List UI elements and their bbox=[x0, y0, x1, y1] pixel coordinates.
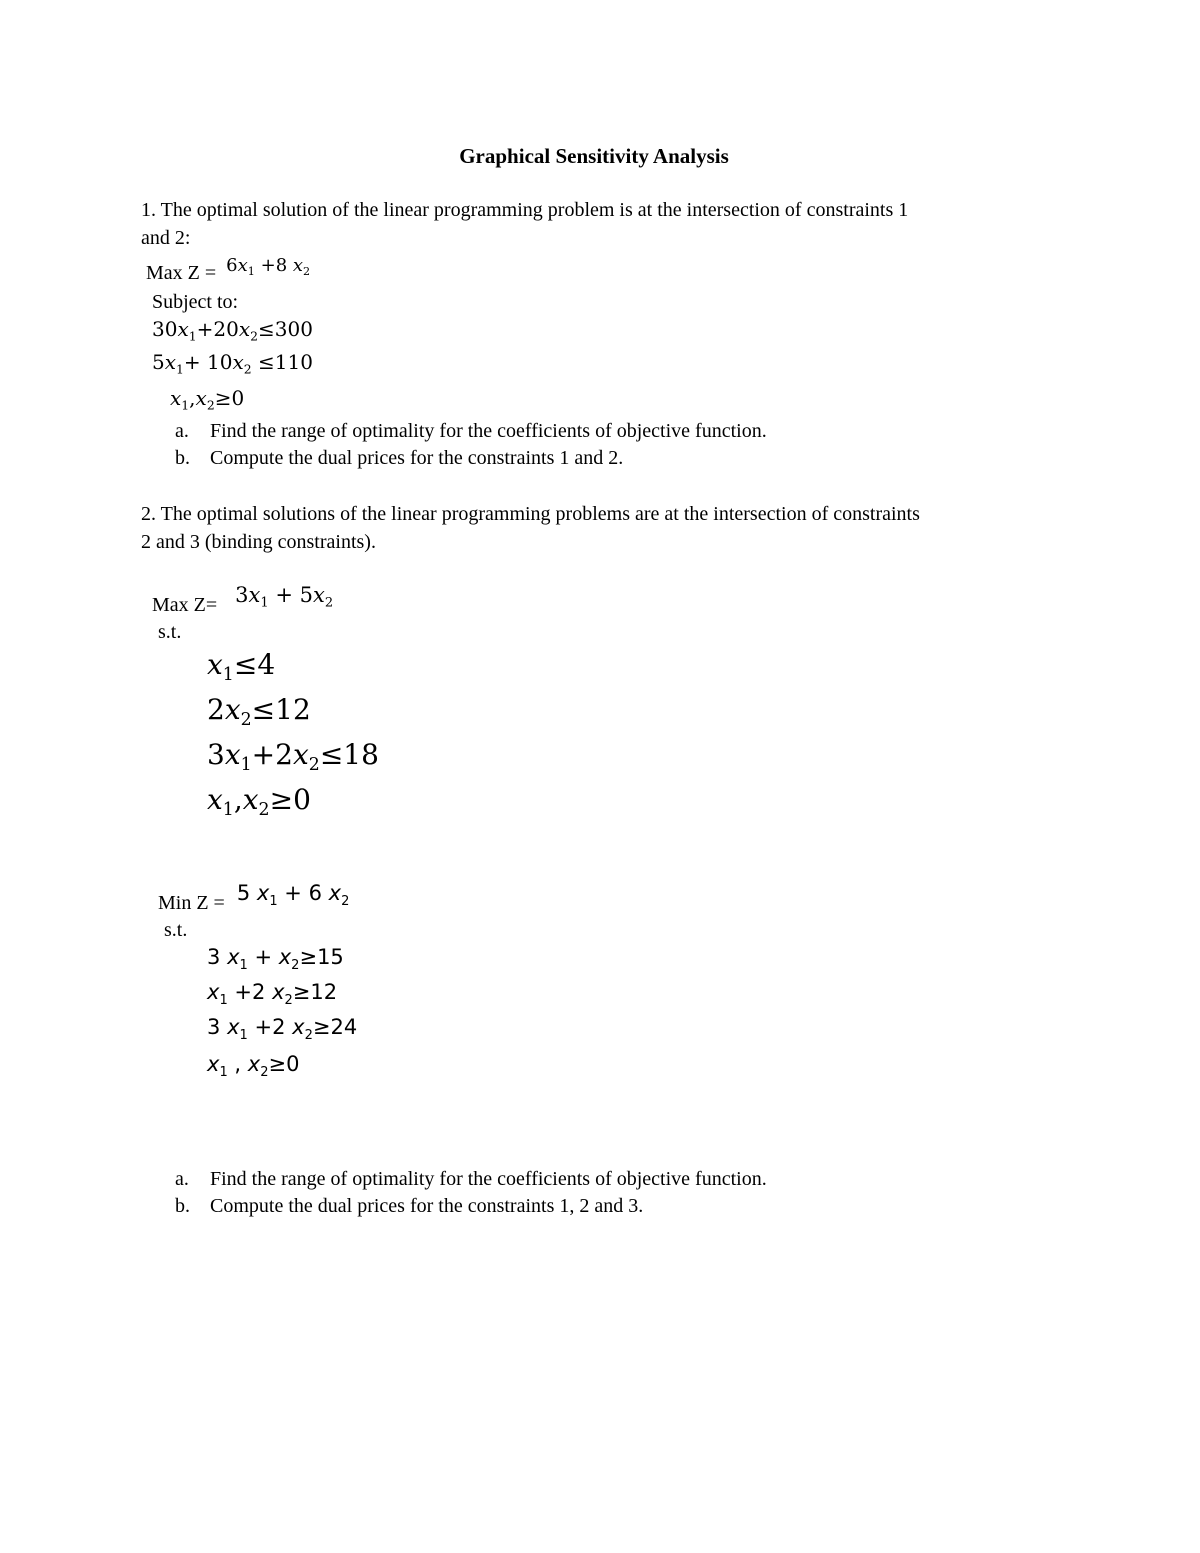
min-label: Min Z = bbox=[158, 892, 225, 914]
problem2-intro-line1: 2. The optimal solutions of the linear programming problems are at the intersection of constraints bbox=[141, 503, 920, 525]
max-constraint-3: $3x_1+2x_2\le 18$ bbox=[207, 738, 379, 776]
constraint-2: $5x_1+ 10x_2 \le 110$ bbox=[152, 350, 313, 377]
max-objective-expression: $3x_1 + 5x_2$ bbox=[235, 583, 334, 611]
constraint-1: $30x_1+20x_2\le 300$ bbox=[152, 317, 313, 344]
min-nonnegativity: $x_1$ , $x_2\ge 0$ bbox=[207, 1052, 300, 1081]
page-title: Graphical Sensitivity Analysis bbox=[459, 144, 729, 168]
min-constraint-1: 3 $x_1 + x_2\ge 15$ bbox=[207, 945, 344, 974]
max-constraint-1: $x_1\le 4$ bbox=[207, 648, 276, 686]
subject-to-label: Subject to: bbox=[152, 291, 239, 313]
nonnegativity: $x_1,x_2\ge 0$ bbox=[170, 386, 245, 413]
problem1-question-a: a. Find the range of optimality for the coefficients of objective function. bbox=[175, 420, 767, 442]
max-nonnegativity: $x_1,x_2\ge 0$ bbox=[207, 783, 311, 821]
min-objective-expression: 5 $x_1 + 6$ $x_2$ bbox=[236, 881, 350, 910]
min-st-label: s.t. bbox=[164, 919, 188, 941]
problem1-question-b: b. Compute the dual prices for the constraints 1 and 2. bbox=[175, 447, 624, 469]
problem1-objective bbox=[146, 255, 311, 285]
min-constraint-3: 3 $x_1 +2$ $x_2\ge 24$ bbox=[207, 1015, 358, 1044]
problem1-intro-line1: 1. The optimal solution of the linear programming problem is at the intersection of constraints 1 bbox=[141, 199, 909, 221]
objective-expression: $6x_1 +8$ $x_2$ bbox=[226, 255, 311, 278]
min-constraint-2: $x_1 +2$ $x_2\ge 12$ bbox=[207, 980, 338, 1009]
max-constraint-2: $2x_2\le 12$ bbox=[207, 693, 311, 731]
problem1-intro-line2: and 2: bbox=[141, 227, 191, 249]
max-label: Max Z= bbox=[152, 594, 218, 616]
problem2-intro-line2: 2 and 3 (binding constraints). bbox=[141, 531, 376, 553]
problem2-question-a: a. Find the range of optimality for the coefficients of objective function. bbox=[175, 1168, 767, 1190]
objective-label: Max Z = bbox=[146, 262, 217, 284]
max-st-label: s.t. bbox=[158, 621, 182, 643]
max-objective bbox=[152, 583, 334, 617]
min-objective bbox=[158, 881, 350, 918]
problem2-question-b: b. Compute the dual prices for the constraints 1, 2 and 3. bbox=[175, 1195, 644, 1217]
